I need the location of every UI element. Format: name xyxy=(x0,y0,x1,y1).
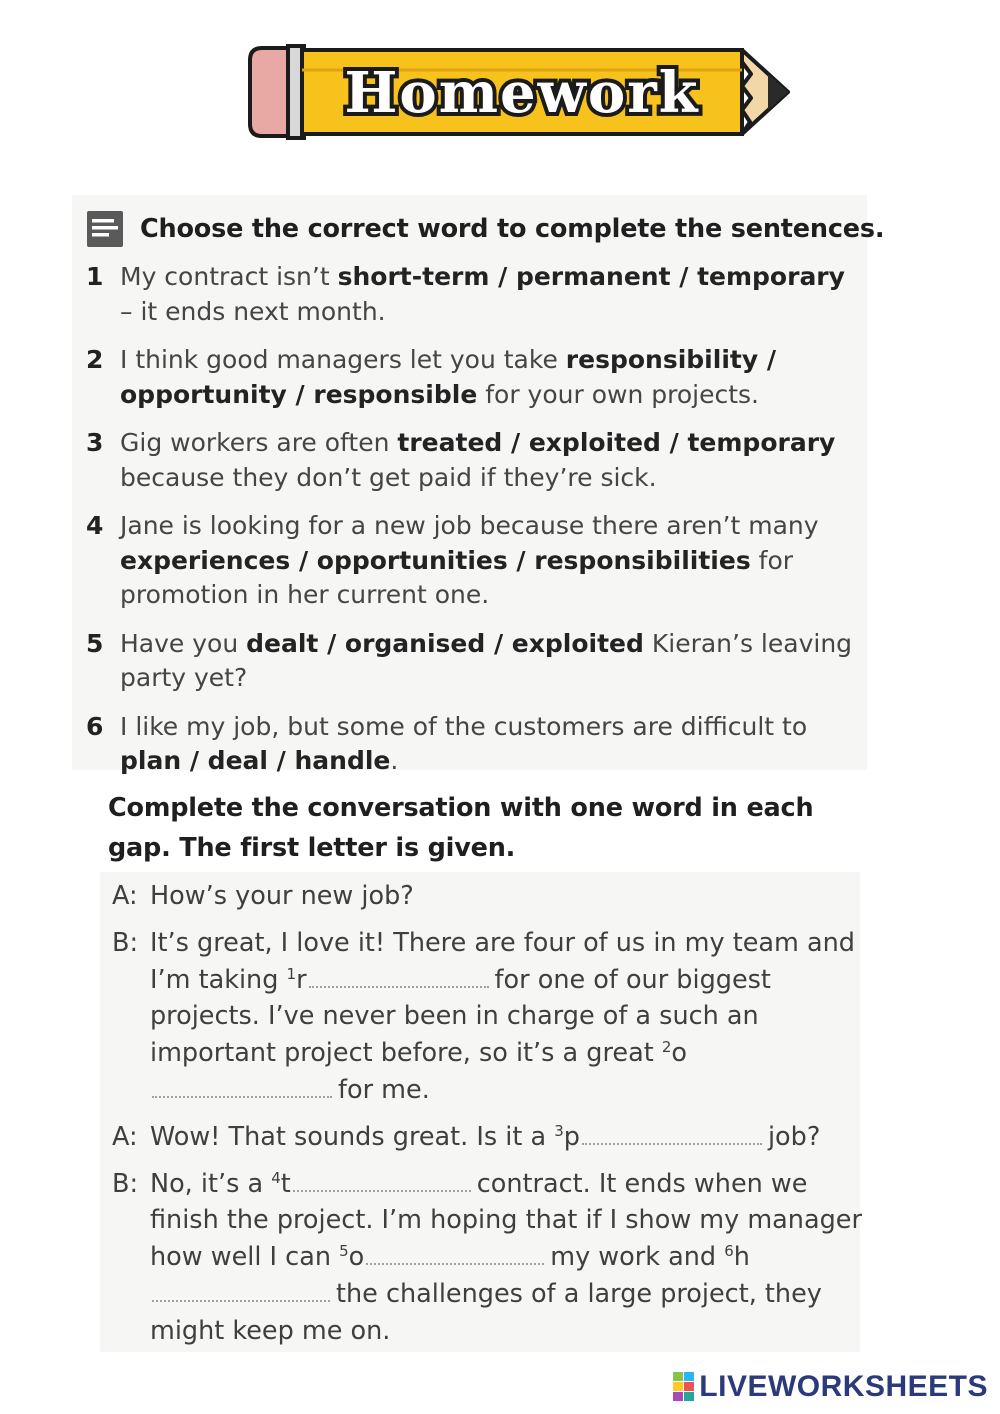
word-options[interactable]: plan / deal / handle xyxy=(120,746,391,775)
word-options[interactable]: responsibility / opportunity / responsible xyxy=(120,345,776,409)
item-text xyxy=(120,260,856,329)
word-options[interactable]: treated / exploited / temporary xyxy=(397,428,836,457)
gap-first-letter: r xyxy=(296,964,307,995)
pencil-icon xyxy=(248,40,793,144)
dialogue-text: my work and xyxy=(550,1242,725,1273)
exercise1-item xyxy=(86,426,856,495)
dialogue-text: for one of our biggest projects. I’ve never been in charge of a such an important project before, so it’s a great xyxy=(150,964,771,1069)
exercise1-item xyxy=(86,509,856,613)
item-number: 1 xyxy=(86,262,104,291)
dialogue-text: It’s great, I love it! There are four of us in my team and I’m taking xyxy=(150,927,855,995)
sentence-text: My contract isn’t xyxy=(120,262,338,291)
liveworksheets-logo-icon xyxy=(673,1372,695,1402)
gap-number: 5 xyxy=(339,1242,349,1261)
item-number: 5 xyxy=(86,628,104,658)
sentence-text: because they don’t get paid if they’re sick. xyxy=(120,462,657,492)
word-options[interactable]: short-term / permanent / temporary xyxy=(337,262,845,291)
sentence-text: Kieran’s leaving party yet? xyxy=(120,628,853,692)
document-icon xyxy=(86,210,124,248)
item-number: 4 xyxy=(86,511,104,540)
exercise1-header xyxy=(86,208,884,250)
footer-brand-text: LIVEWORKSHEETS xyxy=(699,1370,988,1403)
item-text xyxy=(120,710,856,779)
conversation xyxy=(112,878,862,1360)
sentence-text: Have you xyxy=(120,628,247,658)
dialogue-text: job? xyxy=(767,1121,821,1152)
banner-title: Homework xyxy=(344,60,700,126)
sentence-text: Jane is looking for a new job because there aren’t many xyxy=(120,511,819,540)
sentence-text: Gig workers are often xyxy=(120,428,398,457)
sentence-text: for promotion in her current one. xyxy=(120,545,794,609)
dialogue-text: the challenges of a large project, they might keep me on. xyxy=(150,1278,822,1346)
item-number: 2 xyxy=(86,345,104,374)
gap-input[interactable] xyxy=(293,1168,471,1192)
gap-first-letter: p xyxy=(563,1121,580,1152)
sentence-text: I think good managers let you take xyxy=(120,345,566,374)
conversation-turn xyxy=(112,878,862,915)
dialogue-text: No, it’s a xyxy=(150,1168,272,1199)
item-text xyxy=(120,509,856,613)
gap-first-letter: o xyxy=(671,1038,687,1069)
item-text xyxy=(120,627,856,696)
dialogue-text: for me. xyxy=(338,1074,430,1105)
homework-banner xyxy=(248,40,793,144)
gap-first-letter: o xyxy=(348,1242,365,1273)
turn-text xyxy=(150,925,862,1109)
sentence-text: for your own projects. xyxy=(477,379,759,409)
turn-text xyxy=(150,878,862,915)
gap-first-letter: t xyxy=(280,1168,291,1199)
conversation-turn xyxy=(112,925,862,1109)
exercise2-instruction: Complete the conversation with one word in each gap. The first letter is given. xyxy=(108,793,814,863)
speaker-label: B: xyxy=(112,1168,139,1199)
word-options[interactable]: dealt / organised / exploited xyxy=(246,628,644,658)
turn-text xyxy=(150,1119,862,1156)
gap-first-letter: h xyxy=(733,1242,750,1273)
speaker-label: A: xyxy=(112,1121,138,1152)
gap-input[interactable] xyxy=(309,964,489,988)
item-text xyxy=(120,343,856,412)
conversation-turn xyxy=(112,1166,862,1350)
gap-number: 2 xyxy=(661,1038,672,1057)
word-options[interactable]: experiences / opportunities / responsibilities xyxy=(120,545,751,575)
exercise1-item xyxy=(86,343,856,412)
speaker-label: A: xyxy=(112,881,138,911)
gap-input[interactable] xyxy=(152,1074,332,1098)
turn-text xyxy=(150,1166,862,1350)
gap-number: 6 xyxy=(724,1242,734,1261)
gap-input[interactable] xyxy=(152,1278,330,1302)
gap-input[interactable] xyxy=(582,1121,762,1145)
exercise1-item xyxy=(86,710,856,779)
exercise1-list xyxy=(86,260,856,793)
dialogue-text: Wow! That sounds great. Is it a xyxy=(150,1121,555,1152)
gap-number: 4 xyxy=(271,1168,281,1187)
dialogue-text: contract. It ends when we finish the project. I’m hoping that if I show my manager how well I can xyxy=(150,1168,862,1273)
speaker-label: B: xyxy=(112,927,139,958)
item-number: 3 xyxy=(86,428,104,457)
conversation-turn xyxy=(112,1119,862,1156)
gap-number: 3 xyxy=(554,1121,564,1140)
sentence-text: – it ends next month. xyxy=(120,296,386,326)
item-number: 6 xyxy=(86,711,104,741)
gap-number: 1 xyxy=(286,964,297,983)
sentence-text: . xyxy=(390,746,399,775)
exercise1-item xyxy=(86,260,856,329)
footer-brand xyxy=(673,1370,988,1404)
item-text xyxy=(120,426,856,495)
gap-input[interactable] xyxy=(366,1241,544,1265)
exercise1-item xyxy=(86,627,856,696)
exercise1-instruction: Choose the correct word to complete the sentences. xyxy=(140,214,885,244)
dialogue-text: How’s your new job? xyxy=(150,881,414,911)
sentence-text: I like my job, but some of the customers are difficult to xyxy=(120,711,808,741)
